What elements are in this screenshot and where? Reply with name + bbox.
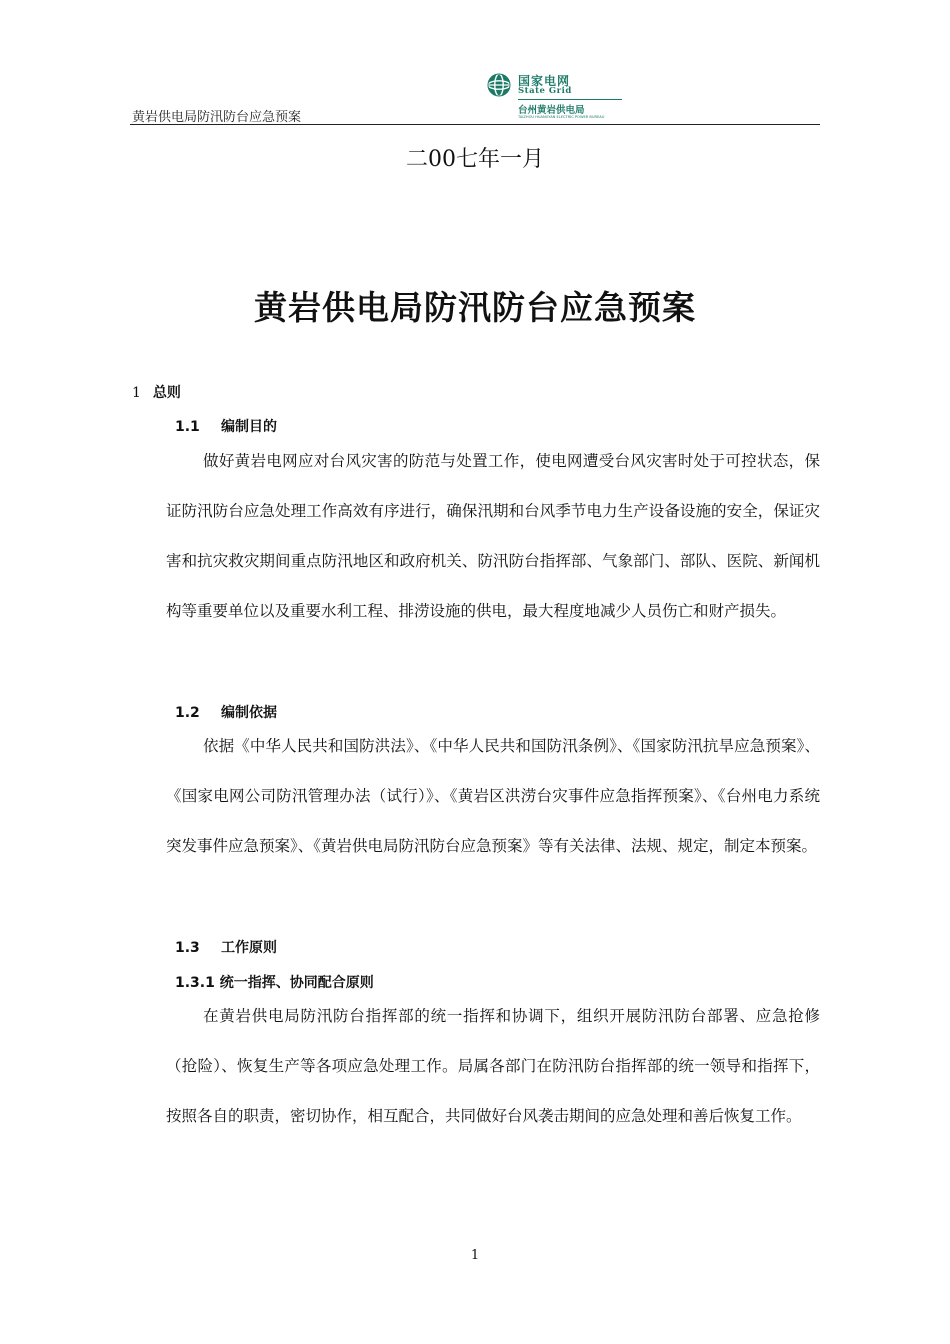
globe-icon [486,72,516,102]
logo-sub-en-text: TAIZHOU HUANGYAN ELECTRIC POWER BUREAU [518,115,605,119]
section-1-1-heading [175,416,277,436]
section-1-3-1-paragraph: 在黄岩供电局防汛防台指挥部的统一指挥和协调下，组织开展防汛防台部署、应急抢修（抢险）、恢复生产等各项应急处理工作。局属各部门在防汛防台指挥部的统一领导和指挥下，按照各自的职责，密切协作，相互配合，共同做好台风袭击期间的应急处理和善后恢复工作。 [166,1007,820,1125]
section-title: 编制目的 [221,419,277,435]
section-1-3-1-heading: 1.3.1 统一指挥、协同配合原则 [175,975,374,991]
running-header: 黄岩供电局防汛防台应急预案 [132,110,302,125]
logo-divider [518,99,622,100]
document-date: 二00七年一月 [406,147,544,172]
section-1-3-heading [175,937,277,957]
section-number: 1.2 [175,705,200,721]
section-1-2-heading [175,702,277,722]
section-title: 总则 [152,385,181,401]
section-1-2-paragraph: 依据《中华人民共和国防洪法》、《中华人民共和国防汛条例》、《国家防汛抗旱应急预案》、《国家电网公司防汛管理办法（试行）》、《黄岩区洪涝台灾事件应急指挥预案》、《台州电力系统突发事件应急预案》、《黄岩供电局防汛防台应急预案》等有关法律、法规、规定，制定本预案。 [166,737,820,855]
header-rule [130,124,820,125]
page-number: 1 [470,1248,480,1263]
logo-en-text: State Grid [518,86,572,96]
document-title: 黄岩供电局防汛防台应急预案 [254,288,696,327]
section-number: 1.1 [175,419,200,435]
section-number: 1.3 [175,940,200,956]
logo-cn-text: 国家电网 [518,74,571,88]
logo-sub-cn-text: 台州黄岩供电局 [518,105,585,116]
section-1-1-paragraph: 做好黄岩电网应对台风灾害的防范与处置工作，使电网遭受台风灾害时处于可控状态，保证防汛防台应急处理工作高效有序进行，确保汛期和台风季节电力生产设备设施的安全，保证灾害和抗灾救灾期间重点防汛地区和政府机关、防汛防台指挥部、气象部门、部队、医院、新闻机构等重要单位以及重要水利工程、排涝设施的供电，最大程度地减少人员伤亡和财产损失。 [166,452,820,620]
section-number: 1 [132,385,141,401]
section-title: 工作原则 [221,940,277,956]
state-grid-logo [486,70,626,122]
section-1-heading [132,382,181,402]
section-title: 编制依据 [221,705,277,721]
